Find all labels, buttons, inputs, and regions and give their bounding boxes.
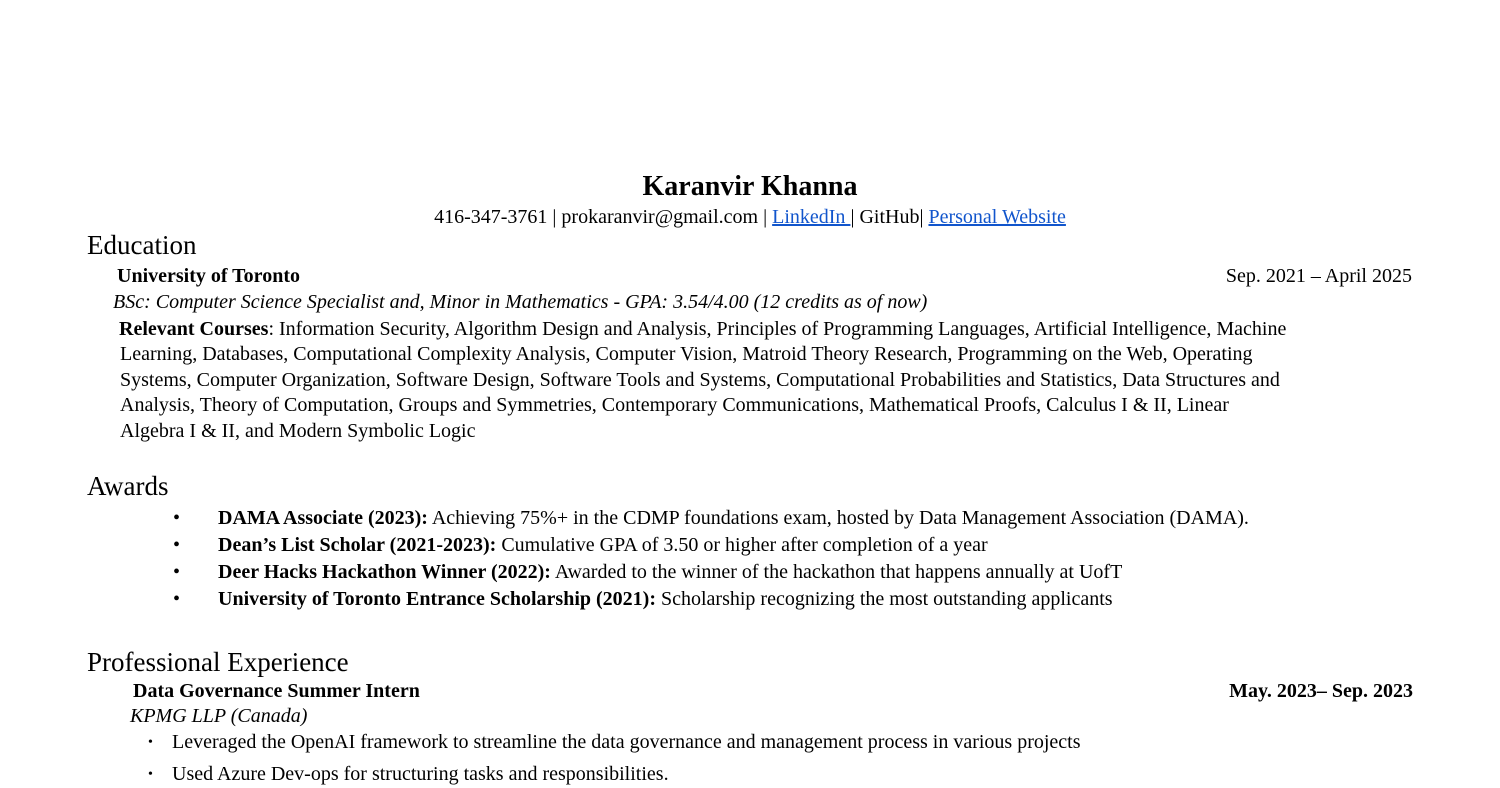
bullet-icon: • xyxy=(173,561,181,583)
company-name: KPMG LLP (Canada) xyxy=(130,705,308,727)
award-label: Dean’s List Scholar (2021-2023): xyxy=(218,534,497,556)
award-item xyxy=(218,532,988,558)
award-label: DAMA Associate (2023): xyxy=(218,507,428,529)
award-label: Deer Hacks Hackathon Winner (2022): xyxy=(218,561,551,583)
courses-label: Relevant Courses xyxy=(119,318,269,340)
courses-line: Analysis, Theory of Computation, Groups and Symmetries, Contemporary Communications, Mathematical Proofs, Calculus I & II, Linear xyxy=(120,394,1229,417)
award-item xyxy=(218,559,1122,585)
personal-website-link[interactable]: Personal Website xyxy=(928,206,1066,228)
experience-item: Used Azure Dev-ops for structuring tasks and responsibilities. xyxy=(172,763,669,785)
bullet-icon: • xyxy=(173,534,181,556)
bullet-icon: • xyxy=(173,588,181,610)
experience-item: Leveraged the OpenAI framework to streamline the data governance and management process in various projects xyxy=(172,731,1081,753)
degree-line: BSc: Computer Science Specialist and, Minor in Mathematics - GPA: 3.54/4.00 (12 credits as of now) xyxy=(113,291,928,313)
award-label: University of Toronto Entrance Scholarship (2021): xyxy=(218,588,656,610)
separator: | xyxy=(547,206,562,228)
school-name: University of Toronto xyxy=(117,265,300,287)
separator: | xyxy=(758,206,773,228)
separator: | xyxy=(850,206,860,228)
award-text: Scholarship recognizing the most outstanding applicants xyxy=(655,588,1113,610)
education-heading: Education xyxy=(87,230,197,260)
education-dates: Sep. 2021 – April 2025 xyxy=(1225,265,1412,287)
courses-line: Algebra I & II, and Modern Symbolic Logic xyxy=(120,419,476,442)
resume-name: Karanvir Khanna xyxy=(642,171,858,202)
courses-line xyxy=(119,317,1415,342)
courses-text: : Information Security, Algorithm Design and Analysis, Principles of Programming Languages, Artificial Intelligence, Machine xyxy=(268,318,1287,340)
job-title: Data Governance Summer Intern xyxy=(133,680,420,702)
experience-heading: Professional Experience xyxy=(87,647,349,677)
courses-line: Learning, Databases, Computational Complexity Analysis, Computer Vision, Matroid Theory Research, Programming on the Web, Operating xyxy=(120,343,1253,366)
award-text: Achieving 75%+ in the CDMP foundations exam, hosted by Data Management Association (DAMA). xyxy=(427,507,1249,529)
job-dates: May. 2023– Sep. 2023 xyxy=(1229,680,1413,702)
separator: | xyxy=(919,206,929,228)
phone-number: 416-347-3761 xyxy=(434,206,548,228)
award-text: Awarded to the winner of the hackathon that happens annually at UofT xyxy=(550,561,1123,583)
bullet-icon: • xyxy=(148,735,153,750)
linkedin-link[interactable]: LinkedIn xyxy=(772,206,851,228)
award-text: Cumulative GPA of 3.50 or higher after completion of a year xyxy=(496,534,988,556)
awards-heading: Awards xyxy=(87,471,169,501)
courses-line: Systems, Computer Organization, Software Design, Software Tools and Systems, Computational Probabilities and Statistics, Data Structures and xyxy=(120,368,1280,391)
contact-line xyxy=(0,203,1500,231)
award-item xyxy=(218,505,1249,531)
award-item xyxy=(218,586,1113,612)
github-text: GitHub xyxy=(859,206,920,228)
bullet-icon: • xyxy=(173,507,181,529)
relevant-courses xyxy=(120,317,1415,444)
bullet-icon: • xyxy=(148,767,153,782)
email-address: prokaranvir@gmail.com xyxy=(561,206,759,228)
